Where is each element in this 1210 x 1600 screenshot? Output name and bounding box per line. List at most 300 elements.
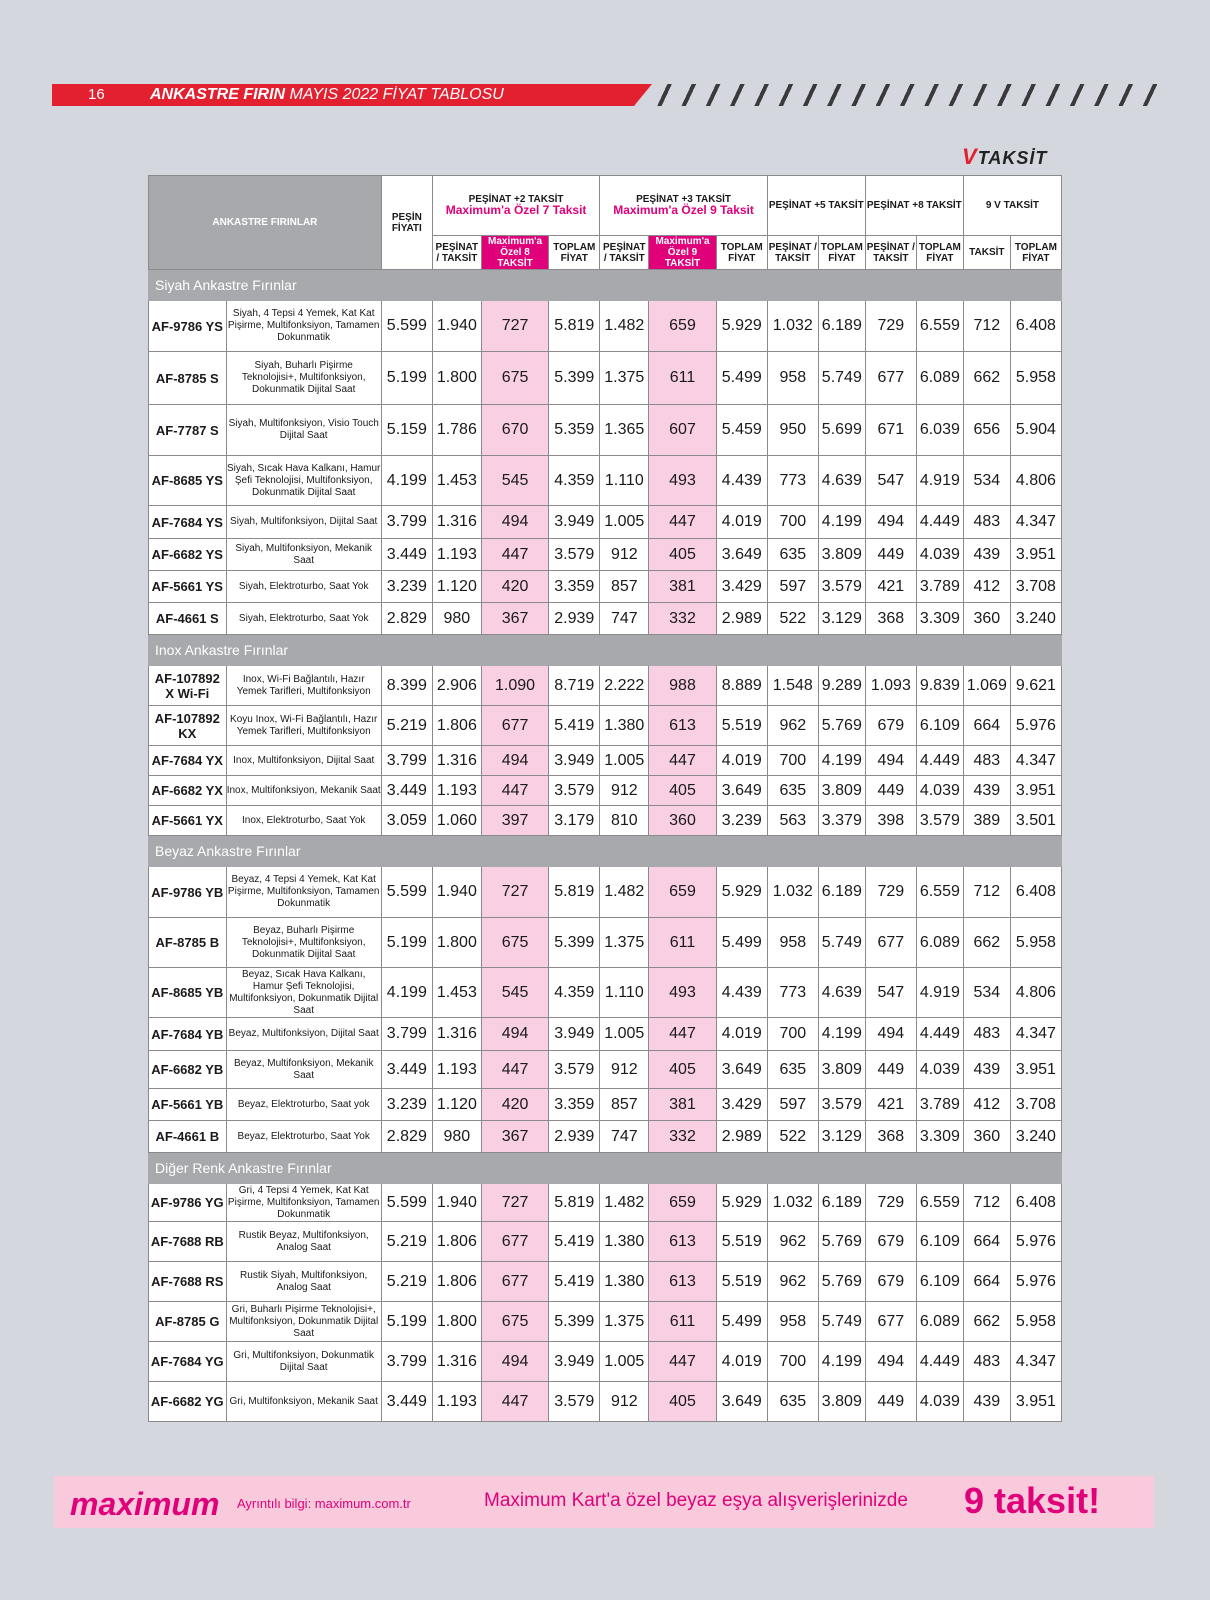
price-cell: 5.976	[1010, 706, 1061, 746]
price-cell: 5.199	[381, 918, 432, 968]
price-cell: 381	[649, 571, 716, 603]
price-cell: 2.989	[716, 1121, 767, 1153]
price-cell: 389	[963, 806, 1010, 836]
price-cell: 9.839	[916, 666, 963, 706]
product-description: Siyah, 4 Tepsi 4 Yemek, Kat Kat Pişirme, Multifonksiyon, Tamamen Dokunmatik	[226, 301, 381, 352]
price-cell: 5.769	[818, 706, 865, 746]
product-description: Siyah, Multifonksiyon, Mekanik Saat	[226, 539, 381, 571]
price-cell: 1.380	[600, 1262, 649, 1302]
price-cell: 712	[963, 867, 1010, 918]
price-cell: 547	[865, 456, 916, 506]
price-cell: 494	[865, 506, 916, 539]
price-cell: 3.179	[549, 806, 600, 836]
price-cell: 3.649	[716, 539, 767, 571]
price-cell: 1.005	[600, 1342, 649, 1382]
product-code: AF-5661 YB	[149, 1089, 227, 1121]
product-description: Beyaz, Multifonksiyon, Dijital Saat	[226, 1018, 381, 1051]
price-cell: 675	[481, 1302, 548, 1342]
price-cell: 659	[649, 301, 716, 352]
price-cell: 4.359	[549, 968, 600, 1018]
price-cell: 958	[767, 352, 818, 405]
price-cell: 3.579	[549, 776, 600, 806]
price-cell: 412	[963, 571, 1010, 603]
price-cell: 5.359	[549, 405, 600, 456]
table-row	[149, 918, 1062, 968]
price-cell: 449	[865, 539, 916, 571]
table-row	[149, 1089, 1062, 1121]
price-cell: 4.449	[916, 506, 963, 539]
price-cell: 1.060	[432, 806, 481, 836]
table-row	[149, 1342, 1062, 1382]
price-cell: 3.429	[716, 1089, 767, 1121]
price-cell: 1.316	[432, 746, 481, 776]
product-description: Beyaz, Elektroturbo, Saat Yok	[226, 1121, 381, 1153]
page-title	[150, 86, 504, 104]
subheader: PEŞİNAT / TAKSİT	[432, 236, 481, 270]
price-cell: 447	[649, 746, 716, 776]
price-cell: 988	[649, 666, 716, 706]
price-cell: 613	[649, 706, 716, 746]
price-cell: 6.559	[916, 301, 963, 352]
table-row	[149, 968, 1062, 1018]
price-cell: 439	[963, 539, 1010, 571]
price-cell: 712	[963, 301, 1010, 352]
price-cell: 3.951	[1010, 539, 1061, 571]
price-cell: 4.439	[716, 456, 767, 506]
subheader: PEŞİNAT / TAKSİT	[767, 236, 818, 270]
price-cell: 420	[481, 571, 548, 603]
price-cell: 405	[649, 539, 716, 571]
product-code: AF-8785 G	[149, 1302, 227, 1342]
price-cell: 4.919	[916, 456, 963, 506]
price-cell: 4.347	[1010, 1342, 1061, 1382]
price-cell: 664	[963, 706, 1010, 746]
price-cell: 4.039	[916, 776, 963, 806]
price-cell: 950	[767, 405, 818, 456]
product-description: Siyah, Sıcak Hava Kalkanı, Hamur Şefi Teknolojisi, Multifonksiyon, Dokunmatik Dijital Saat	[226, 456, 381, 506]
price-cell: 5.769	[818, 1222, 865, 1262]
subheader: TOPLAM FİYAT	[1010, 236, 1061, 270]
price-cell: 6.408	[1010, 1184, 1061, 1222]
price-cell: 8.399	[381, 666, 432, 706]
price-cell: 3.239	[716, 806, 767, 836]
product-description: Siyah, Elektroturbo, Saat Yok	[226, 603, 381, 635]
price-cell: 3.449	[381, 1382, 432, 1422]
price-cell: 3.059	[381, 806, 432, 836]
product-description: Beyaz, Buharlı Pişirme Teknolojisi+, Multifonksiyon, Dokunmatik Dijital Saat	[226, 918, 381, 968]
price-cell: 747	[600, 1121, 649, 1153]
table-row	[149, 405, 1062, 456]
product-code: AF-107892 X Wi-Fi	[149, 666, 227, 706]
section-title: Diğer Renk Ankastre Fırınlar	[149, 1153, 1062, 1184]
price-cell: 3.579	[916, 806, 963, 836]
table-row	[149, 746, 1062, 776]
product-code: AF-7684 YB	[149, 1018, 227, 1051]
price-cell: 3.129	[818, 1121, 865, 1153]
price-cell: 6.089	[916, 1302, 963, 1342]
price-cell: 962	[767, 1222, 818, 1262]
price-cell: 5.819	[549, 867, 600, 918]
product-code: AF-7688 RB	[149, 1222, 227, 1262]
price-cell: 6.089	[916, 352, 963, 405]
price-cell: 912	[600, 1051, 649, 1089]
price-cell: 5.199	[381, 352, 432, 405]
price-cell: 1.032	[767, 867, 818, 918]
price-cell: 360	[963, 603, 1010, 635]
group-header-2	[600, 176, 767, 236]
price-cell: 447	[481, 539, 548, 571]
price-cell: 4.039	[916, 1051, 963, 1089]
price-cell: 3.951	[1010, 776, 1061, 806]
product-code: AF-5661 YS	[149, 571, 227, 603]
price-cell: 6.408	[1010, 301, 1061, 352]
price-cell: 360	[963, 1121, 1010, 1153]
price-cell: 3.949	[549, 506, 600, 539]
price-cell: 5.419	[549, 1262, 600, 1302]
product-description: Rustik Beyaz, Multifonksiyon, Analog Saat	[226, 1222, 381, 1262]
price-cell: 421	[865, 1089, 916, 1121]
price-cell: 5.976	[1010, 1262, 1061, 1302]
price-cell: 522	[767, 603, 818, 635]
product-code: AF-6682 YG	[149, 1382, 227, 1422]
price-cell: 494	[865, 1018, 916, 1051]
product-code: AF-9786 YB	[149, 867, 227, 918]
price-cell: 5.749	[818, 352, 865, 405]
product-description: Beyaz, Elektroturbo, Saat yok	[226, 1089, 381, 1121]
price-cell: 962	[767, 1262, 818, 1302]
price-cell: 675	[481, 352, 548, 405]
price-cell: 1.193	[432, 776, 481, 806]
price-cell: 1.806	[432, 1262, 481, 1302]
page-title-rest: MAYIS 2022 FİYAT TABLOSU	[285, 86, 504, 103]
price-cell: 5.958	[1010, 1302, 1061, 1342]
price-cell: 3.951	[1010, 1051, 1061, 1089]
price-cell: 675	[481, 918, 548, 968]
table-row	[149, 1262, 1062, 1302]
subheader-pink: Maximum'a Özel 8 TAKSİT	[481, 236, 548, 270]
price-cell: 534	[963, 968, 1010, 1018]
price-cell: 3.359	[549, 571, 600, 603]
price-cell: 367	[481, 1121, 548, 1153]
price-cell: 1.316	[432, 1018, 481, 1051]
price-cell: 4.199	[381, 968, 432, 1018]
price-cell: 664	[963, 1222, 1010, 1262]
price-cell: 439	[963, 776, 1010, 806]
price-cell: 662	[963, 918, 1010, 968]
product-description: Gri, Buharlı Pişirme Teknolojisi+, Multifonksiyon, Dokunmatik Dijital Saat	[226, 1302, 381, 1342]
price-cell: 729	[865, 301, 916, 352]
price-cell: 679	[865, 1222, 916, 1262]
price-cell: 9.621	[1010, 666, 1061, 706]
price-cell: 700	[767, 506, 818, 539]
group-2-sub: Maximum'a Özel 9 Taksit	[613, 203, 754, 217]
section-title: Beyaz Ankastre Fırınlar	[149, 836, 1062, 867]
price-cell: 494	[481, 506, 548, 539]
price-cell: 3.239	[381, 1089, 432, 1121]
price-cell: 1.110	[600, 456, 649, 506]
price-cell: 6.189	[818, 301, 865, 352]
price-cell: 4.199	[818, 746, 865, 776]
price-cell: 5.749	[818, 918, 865, 968]
table-row	[149, 301, 1062, 352]
price-cell: 1.110	[600, 968, 649, 1018]
price-cell: 3.449	[381, 1051, 432, 1089]
product-description: Siyah, Buharlı Pişirme Teknolojisi+, Multifonksiyon, Dokunmatik Dijital Saat	[226, 352, 381, 405]
price-cell: 659	[649, 867, 716, 918]
price-cell: 6.089	[916, 918, 963, 968]
price-cell: 547	[865, 968, 916, 1018]
price-cell: 607	[649, 405, 716, 456]
price-cell: 962	[767, 706, 818, 746]
price-cell: 494	[481, 746, 548, 776]
price-cell: 1.365	[600, 405, 649, 456]
price-cell: 3.240	[1010, 603, 1061, 635]
price-cell: 958	[767, 918, 818, 968]
price-cell: 3.799	[381, 746, 432, 776]
price-cell: 664	[963, 1262, 1010, 1302]
price-cell: 2.222	[600, 666, 649, 706]
price-cell: 912	[600, 776, 649, 806]
table-row	[149, 571, 1062, 603]
price-cell: 1.800	[432, 352, 481, 405]
price-cell: 368	[865, 603, 916, 635]
price-cell: 494	[865, 1342, 916, 1382]
table-body	[149, 270, 1062, 1422]
product-description: Inox, Wi-Fi Bağlantılı, Hazır Yemek Tarifleri, Multifonksiyon	[226, 666, 381, 706]
price-cell: 2.939	[549, 1121, 600, 1153]
price-cell: 912	[600, 1382, 649, 1422]
price-cell: 4.347	[1010, 1018, 1061, 1051]
price-cell: 412	[963, 1089, 1010, 1121]
price-cell: 1.786	[432, 405, 481, 456]
table-row	[149, 776, 1062, 806]
v-mark-icon: V	[962, 144, 978, 169]
price-cell: 3.809	[818, 776, 865, 806]
price-cell: 5.499	[716, 918, 767, 968]
price-cell: 677	[481, 1222, 548, 1262]
price-cell: 1.375	[600, 352, 649, 405]
price-cell: 611	[649, 918, 716, 968]
maximum-logo: maximum	[70, 1486, 220, 1522]
price-cell: 6.109	[916, 1262, 963, 1302]
price-cell: 1.120	[432, 571, 481, 603]
price-cell: 4.199	[818, 1018, 865, 1051]
price-cell: 1.800	[432, 1302, 481, 1342]
price-cell: 4.449	[916, 1342, 963, 1382]
price-cell: 1.375	[600, 1302, 649, 1342]
subheader: PEŞİNAT / TAKSİT	[600, 236, 649, 270]
price-cell: 6.039	[916, 405, 963, 456]
price-cell: 1.090	[481, 666, 548, 706]
subheader: PEŞİNAT / TAKSİT	[865, 236, 916, 270]
price-cell: 1.940	[432, 867, 481, 918]
price-cell: 5.929	[716, 1184, 767, 1222]
price-cell: 4.199	[818, 506, 865, 539]
price-cell: 3.949	[549, 746, 600, 776]
price-cell: 5.976	[1010, 1222, 1061, 1262]
group-1-label: PEŞİNAT +2 TAKSİT	[468, 194, 564, 205]
table-row	[149, 806, 1062, 836]
price-cell: 662	[963, 1302, 1010, 1342]
price-cell: 494	[481, 1342, 548, 1382]
section-header	[149, 1153, 1062, 1184]
price-cell: 439	[963, 1382, 1010, 1422]
price-cell: 3.789	[916, 1089, 963, 1121]
price-cell: 1.453	[432, 968, 481, 1018]
price-cell: 3.809	[818, 1051, 865, 1089]
price-cell: 773	[767, 456, 818, 506]
info-text: Ayrıntılı bilgi: maximum.com.tr	[237, 1496, 411, 1511]
price-cell: 5.958	[1010, 352, 1061, 405]
price-cell: 5.599	[381, 867, 432, 918]
table-row	[149, 1121, 1062, 1153]
price-cell: 662	[963, 352, 1010, 405]
product-code: AF-7787 S	[149, 405, 227, 456]
price-cell: 4.019	[716, 1342, 767, 1382]
table-row	[149, 603, 1062, 635]
price-cell: 5.219	[381, 1222, 432, 1262]
price-cell: 1.548	[767, 666, 818, 706]
price-cell: 1.380	[600, 706, 649, 746]
table-row	[149, 1051, 1062, 1089]
price-cell: 439	[963, 1051, 1010, 1089]
price-cell: 483	[963, 1018, 1010, 1051]
price-cell: 3.789	[916, 571, 963, 603]
price-cell: 5.419	[549, 706, 600, 746]
group-header-1	[432, 176, 599, 236]
price-cell: 5.519	[716, 706, 767, 746]
price-cell: 4.347	[1010, 746, 1061, 776]
price-cell: 5.749	[818, 1302, 865, 1342]
product-description: Siyah, Multifonksiyon, Dijital Saat	[226, 506, 381, 539]
price-cell: 483	[963, 746, 1010, 776]
price-cell: 4.347	[1010, 506, 1061, 539]
price-cell: 4.019	[716, 1018, 767, 1051]
price-cell: 6.109	[916, 1222, 963, 1262]
price-cell: 3.949	[549, 1018, 600, 1051]
table-row	[149, 1382, 1062, 1422]
price-cell: 611	[649, 1302, 716, 1342]
price-cell: 3.379	[818, 806, 865, 836]
price-cell: 447	[481, 1382, 548, 1422]
price-cell: 405	[649, 1051, 716, 1089]
price-cell: 3.239	[381, 571, 432, 603]
price-cell: 6.109	[916, 706, 963, 746]
price-cell: 4.439	[716, 968, 767, 1018]
price-cell: 700	[767, 1342, 818, 1382]
subheader: TAKSİT	[963, 236, 1010, 270]
price-cell: 611	[649, 352, 716, 405]
price-cell: 5.499	[716, 352, 767, 405]
product-code: AF-7688 RS	[149, 1262, 227, 1302]
price-cell: 5.399	[549, 1302, 600, 1342]
section-title: Inox Ankastre Fırınlar	[149, 635, 1062, 666]
price-cell: 5.219	[381, 706, 432, 746]
price-cell: 1.380	[600, 1222, 649, 1262]
price-cell: 6.559	[916, 1184, 963, 1222]
price-cell: 671	[865, 405, 916, 456]
group-header-3: PEŞİNAT +5 TAKSİT	[767, 176, 865, 236]
price-cell: 912	[600, 539, 649, 571]
price-cell: 1.032	[767, 301, 818, 352]
price-cell: 2.829	[381, 1121, 432, 1153]
product-code: AF-6682 YX	[149, 776, 227, 806]
group-header-5: 9 V TAKSİT	[963, 176, 1061, 236]
price-cell: 5.819	[549, 301, 600, 352]
price-cell: 980	[432, 603, 481, 635]
price-cell: 332	[649, 603, 716, 635]
product-code: AF-7684 YS	[149, 506, 227, 539]
product-code: AF-4661 B	[149, 1121, 227, 1153]
price-cell: 1.482	[600, 867, 649, 918]
price-cell: 563	[767, 806, 818, 836]
price-cell: 1.482	[600, 301, 649, 352]
price-cell: 3.649	[716, 776, 767, 806]
price-cell: 4.806	[1010, 968, 1061, 1018]
product-code: AF-7684 YG	[149, 1342, 227, 1382]
price-cell: 677	[481, 1262, 548, 1302]
price-cell: 700	[767, 746, 818, 776]
price-cell: 670	[481, 405, 548, 456]
price-cell: 3.949	[549, 1342, 600, 1382]
price-cell: 3.809	[818, 539, 865, 571]
table-row	[149, 1222, 1062, 1262]
price-cell: 958	[767, 1302, 818, 1342]
price-cell: 545	[481, 456, 548, 506]
price-cell: 494	[865, 746, 916, 776]
subheader-pink: Maximum'a Özel 9 TAKSİT	[649, 236, 716, 270]
price-cell: 729	[865, 1184, 916, 1222]
price-cell: 5.929	[716, 301, 767, 352]
price-cell: 1.316	[432, 506, 481, 539]
slogan-text: Maximum Kart'a özel beyaz eşya alışverişlerinizde	[484, 1490, 908, 1511]
product-description: Koyu Inox, Wi-Fi Bağlantılı, Hazır Yemek Tarifleri, Multifonksiyon	[226, 706, 381, 746]
price-cell: 420	[481, 1089, 548, 1121]
table-row	[149, 867, 1062, 918]
section-title: Siyah Ankastre Fırınlar	[149, 270, 1062, 301]
section-header	[149, 836, 1062, 867]
price-cell: 4.019	[716, 506, 767, 539]
price-cell: 3.449	[381, 776, 432, 806]
price-cell: 635	[767, 776, 818, 806]
product-code: AF-7684 YX	[149, 746, 227, 776]
page-number: 16	[88, 86, 105, 103]
price-cell: 1.032	[767, 1184, 818, 1222]
price-cell: 677	[865, 1302, 916, 1342]
price-cell: 3.501	[1010, 806, 1061, 836]
price-cell: 2.906	[432, 666, 481, 706]
price-cell: 397	[481, 806, 548, 836]
price-cell: 3.309	[916, 603, 963, 635]
price-cell: 3.951	[1010, 1382, 1061, 1422]
price-cell: 1.005	[600, 746, 649, 776]
price-cell: 3.809	[818, 1382, 865, 1422]
price-cell: 5.399	[549, 352, 600, 405]
subheader: TOPLAM FİYAT	[818, 236, 865, 270]
price-cell: 4.806	[1010, 456, 1061, 506]
price-cell: 483	[963, 506, 1010, 539]
subheader: TOPLAM FİYAT	[716, 236, 767, 270]
product-description: Siyah, Elektroturbo, Saat Yok	[226, 571, 381, 603]
price-cell: 677	[865, 918, 916, 968]
price-cell: 4.639	[818, 968, 865, 1018]
price-cell: 3.579	[549, 539, 600, 571]
price-cell: 3.799	[381, 506, 432, 539]
price-cell: 8.719	[549, 666, 600, 706]
price-cell: 447	[481, 1051, 548, 1089]
price-cell: 727	[481, 1184, 548, 1222]
price-cell: 677	[481, 706, 548, 746]
